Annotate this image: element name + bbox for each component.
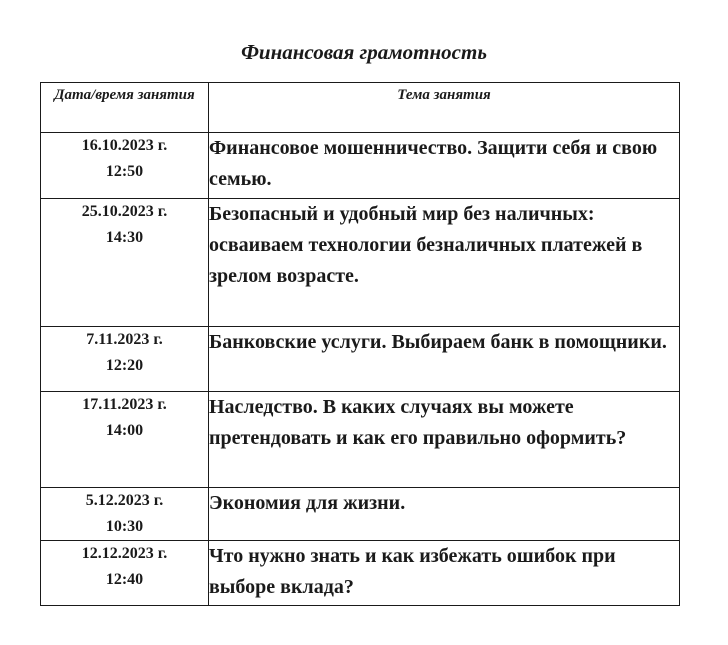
lesson-date: 16.10.2023 г. xyxy=(81,137,168,154)
lesson-time: 14:30 xyxy=(105,229,144,246)
date-cell xyxy=(41,392,209,488)
header-topic: Тема занятия xyxy=(209,83,680,133)
lesson-topic: Безопасный и удобный мир без наличных: осваиваем технологии безналичных платежей в зрелом возрасте. xyxy=(209,199,680,327)
table-row xyxy=(41,199,680,327)
date-cell xyxy=(41,133,209,199)
date-cell xyxy=(41,488,209,541)
document-title: Финансовая грамотность xyxy=(241,40,487,64)
lesson-topic: Экономия для жизни. xyxy=(209,488,680,541)
lesson-topic: Банковские услуги. Выбираем банк в помощники. xyxy=(209,327,680,392)
table-row xyxy=(41,392,680,488)
table-row xyxy=(41,488,680,541)
table-row xyxy=(41,541,680,606)
lesson-date: 17.11.2023 г. xyxy=(82,396,167,413)
lesson-topic: Что нужно знать и как избежать ошибок при выборе вклада? xyxy=(209,541,680,606)
date-cell xyxy=(41,541,209,606)
lesson-topic: Финансовое мошенничество. Защити себя и свою семью. xyxy=(209,133,680,199)
lesson-time: 14:00 xyxy=(105,422,144,439)
table-row xyxy=(41,133,680,199)
schedule-table xyxy=(40,82,680,606)
date-cell xyxy=(41,199,209,327)
date-cell xyxy=(41,327,209,392)
lesson-date: 5.12.2023 г. xyxy=(85,492,164,509)
lesson-time: 12:20 xyxy=(105,357,144,374)
lesson-date: 25.10.2023 г. xyxy=(81,203,168,220)
lesson-date: 12.12.2023 г. xyxy=(81,545,168,562)
header-date-time: Дата/время занятия xyxy=(41,83,209,133)
table-row xyxy=(41,327,680,392)
lesson-topic: Наследство. В каких случаях вы можете претендовать и как его правильно оформить? xyxy=(209,392,680,488)
lesson-time: 12:50 xyxy=(105,163,144,180)
lesson-time: 10:30 xyxy=(105,518,144,535)
lesson-time: 12:40 xyxy=(105,571,144,588)
table-header-row xyxy=(41,83,680,133)
lesson-date: 7.11.2023 г. xyxy=(86,331,163,348)
